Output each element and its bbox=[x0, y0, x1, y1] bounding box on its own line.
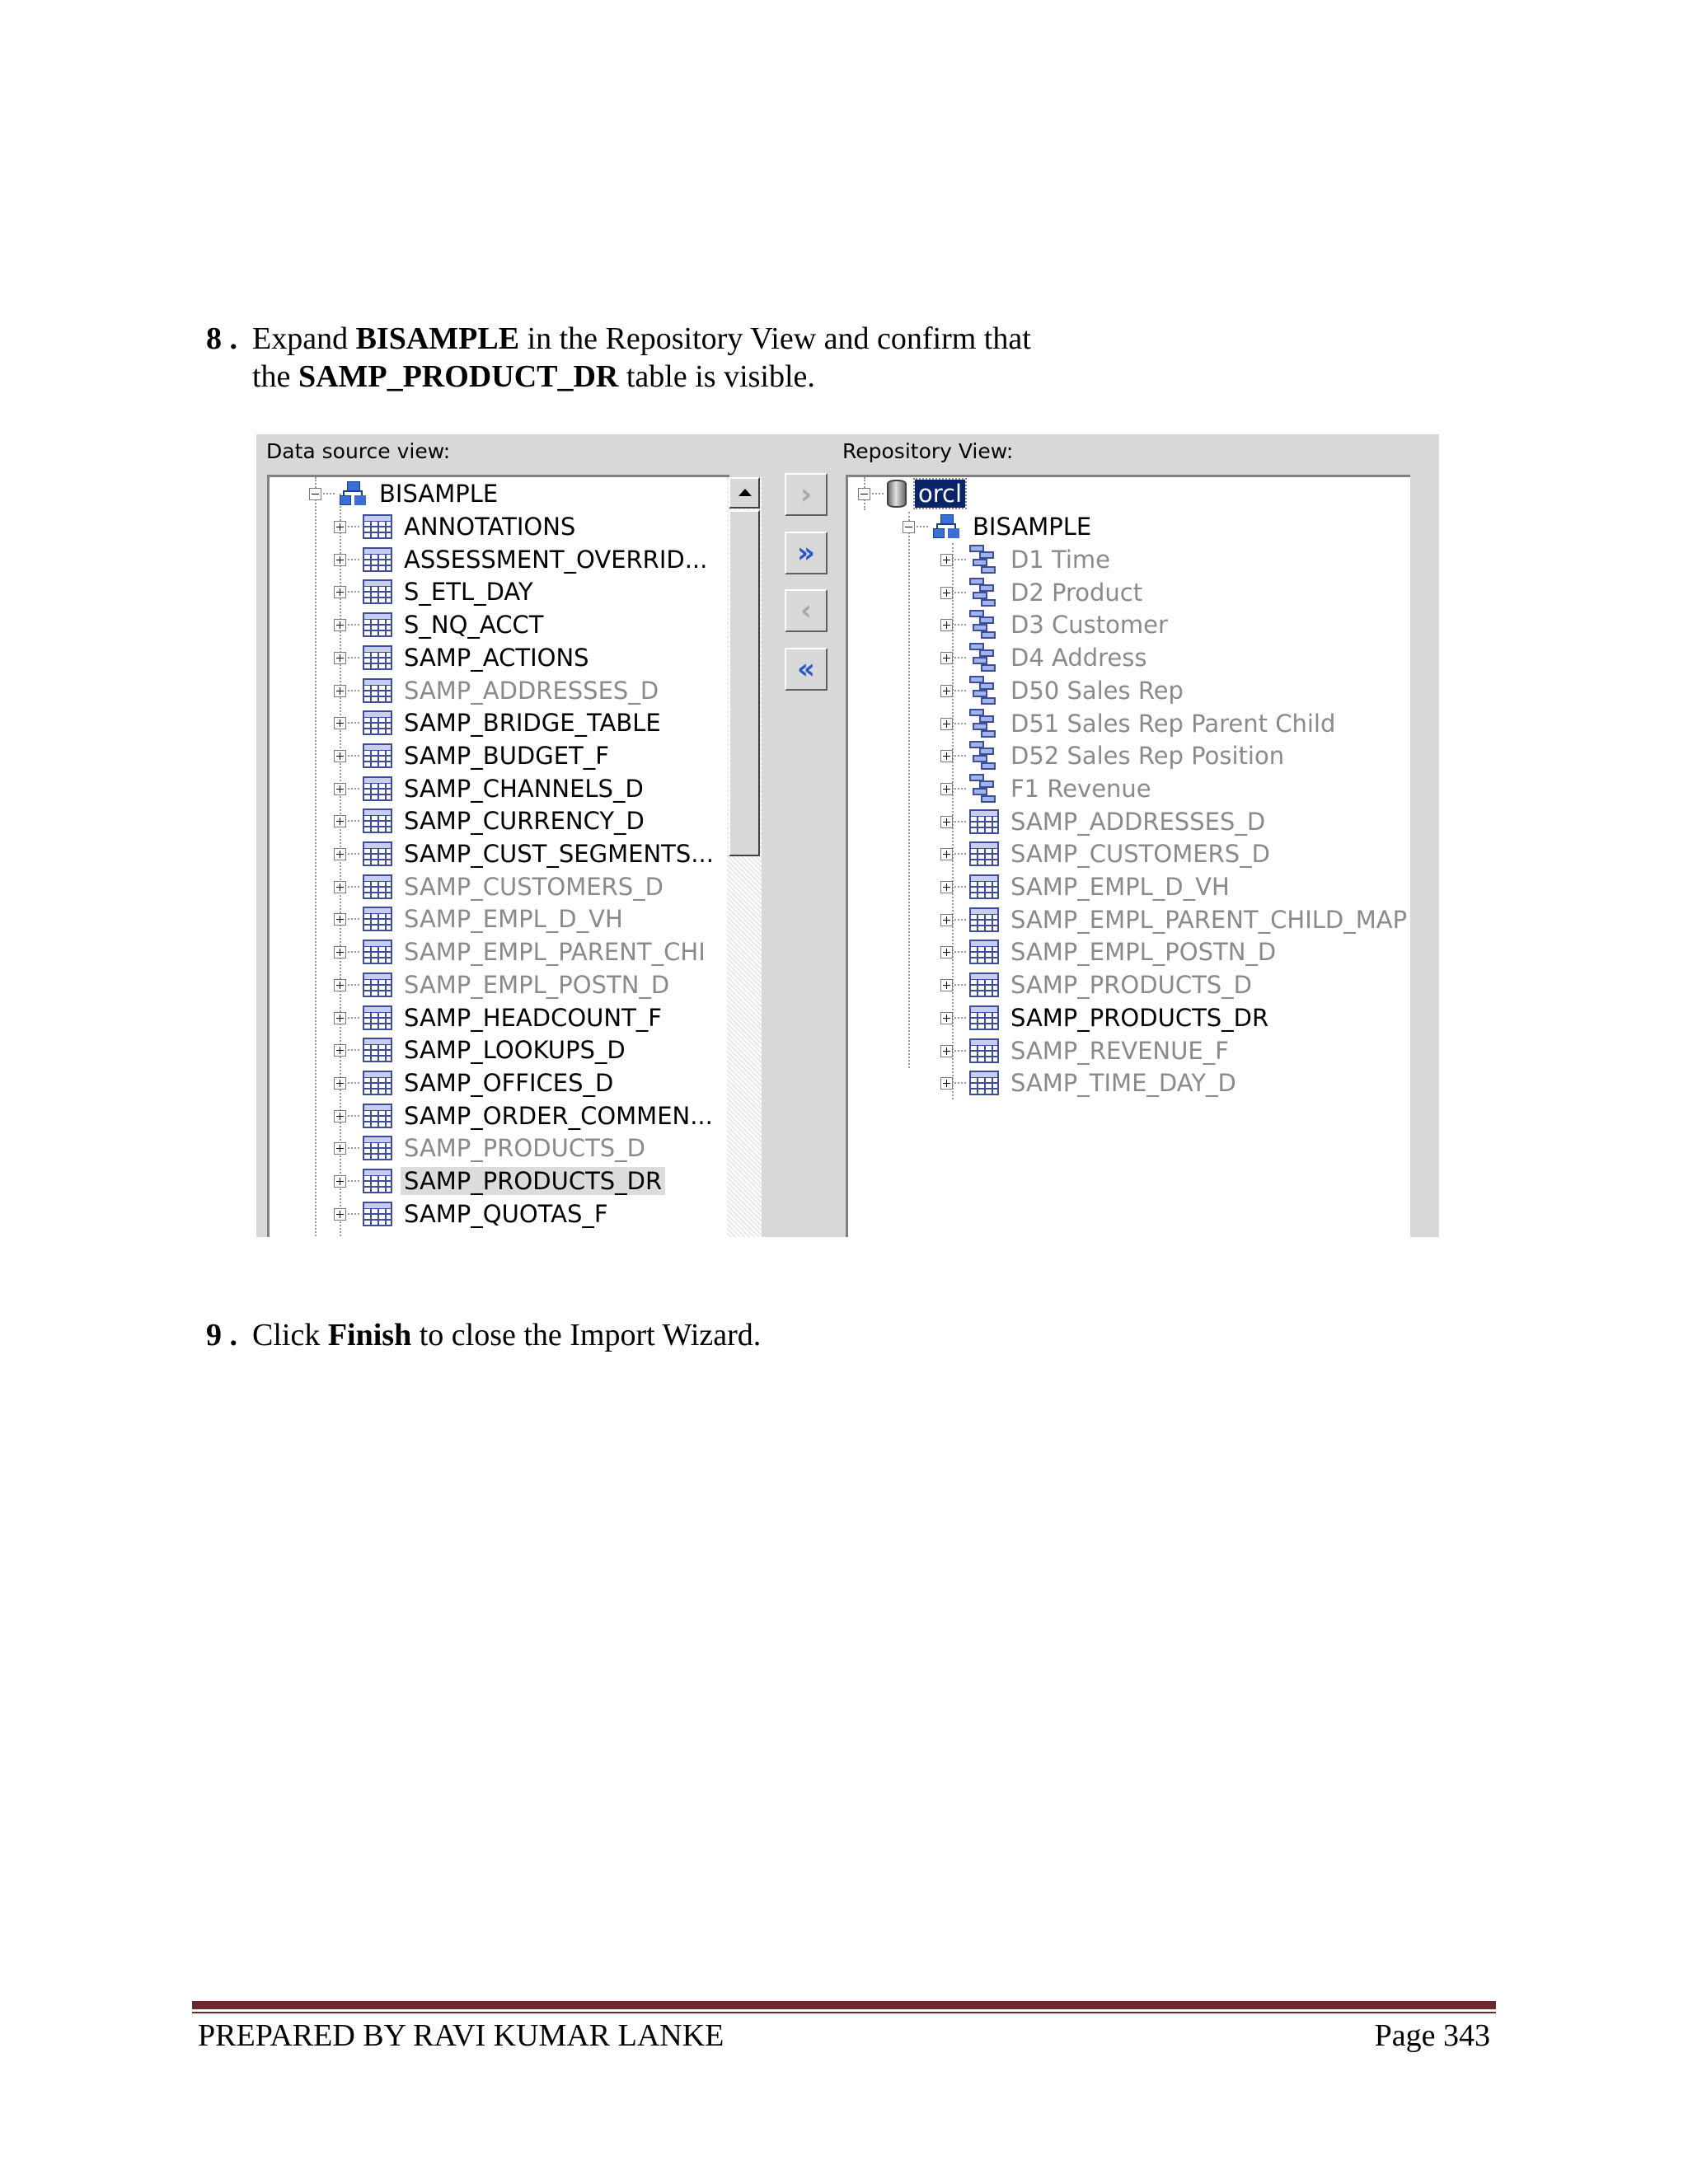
tree-connector bbox=[348, 1049, 359, 1051]
expand-icon[interactable] bbox=[334, 1142, 346, 1155]
tree-item-label: ANNOTATIONS bbox=[404, 513, 576, 541]
tree-item-label: SAMP_EMPL_POSTN_D bbox=[404, 971, 670, 999]
add-all-button[interactable]: » bbox=[785, 532, 828, 574]
tree-item[interactable] bbox=[940, 1001, 1272, 1034]
table-icon bbox=[363, 1071, 392, 1095]
tree-item-label: D3 Customer bbox=[1010, 611, 1168, 639]
tree-item-label: SAMP_ORDER_COMMEN... bbox=[404, 1102, 713, 1130]
table-icon bbox=[969, 1005, 999, 1030]
tree-item-label: BISAMPLE bbox=[379, 480, 499, 508]
tree-connector bbox=[954, 723, 966, 724]
tree-item-label: SAMP_EMPL_D_VH bbox=[1010, 873, 1230, 901]
tree-item-label: SAMP_LOOKUPS_D bbox=[404, 1036, 626, 1064]
tree-item-label: SAMP_ADDRESSES_D bbox=[404, 677, 659, 705]
tree-item-bisample[interactable] bbox=[309, 477, 501, 510]
tree-item-label: SAMP_ACTIONS bbox=[404, 644, 589, 672]
tree-item-label: D2 Product bbox=[1010, 579, 1143, 607]
schema-icon bbox=[338, 480, 368, 507]
tree-item[interactable] bbox=[940, 870, 1233, 903]
tree-item-label: D52 Sales Rep Position bbox=[1010, 742, 1285, 770]
tree-item-label: SAMP_TIME_DAY_D bbox=[1010, 1069, 1236, 1097]
tree-connector bbox=[954, 1050, 966, 1052]
table-icon bbox=[363, 841, 392, 866]
database-icon bbox=[887, 480, 907, 508]
table-icon bbox=[363, 547, 392, 572]
tree-connector bbox=[954, 853, 966, 855]
import-wizard-screenshot bbox=[256, 434, 1439, 1237]
tree-item-label: ASSESSMENT_OVERRID... bbox=[404, 546, 708, 574]
tree-connector bbox=[323, 493, 335, 494]
data-source-view-label: Data source view: bbox=[266, 439, 451, 463]
tree-guide-line bbox=[908, 512, 910, 1068]
expand-icon[interactable] bbox=[940, 881, 953, 893]
expand-icon[interactable] bbox=[940, 979, 953, 991]
expand-icon[interactable] bbox=[940, 914, 953, 926]
expand-icon[interactable] bbox=[940, 652, 953, 664]
tree-item[interactable] bbox=[940, 739, 1287, 772]
tree-item-label: D1 Time bbox=[1010, 546, 1110, 574]
physical-display-folder-icon bbox=[969, 741, 999, 771]
table-icon bbox=[969, 1038, 999, 1063]
tree-item-bisample[interactable] bbox=[903, 510, 1095, 543]
footer-rule-thin bbox=[192, 2012, 1496, 2013]
tree-item[interactable] bbox=[940, 903, 1410, 936]
expand-icon[interactable] bbox=[334, 717, 346, 729]
tree-item[interactable] bbox=[334, 935, 709, 968]
tree-connector bbox=[348, 690, 359, 691]
remove-selected-button[interactable]: ‹ bbox=[785, 589, 828, 632]
footer-author: PREPARED BY RAVI KUMAR LANKE bbox=[198, 2018, 724, 2053]
tree-item[interactable] bbox=[334, 870, 667, 903]
tree-item-label: F1 Revenue bbox=[1010, 775, 1151, 803]
tree-connector bbox=[348, 886, 359, 888]
tree-item-label: BISAMPLE bbox=[973, 513, 1092, 541]
expand-icon[interactable] bbox=[940, 554, 953, 566]
data-source-scrollbar[interactable] bbox=[727, 477, 762, 1237]
expand-icon[interactable] bbox=[334, 1077, 346, 1090]
physical-display-folder-icon bbox=[969, 774, 999, 804]
expand-icon[interactable] bbox=[334, 815, 346, 827]
tree-connector bbox=[348, 1213, 359, 1215]
collapse-icon[interactable] bbox=[309, 488, 321, 500]
table-icon bbox=[363, 776, 392, 801]
expand-icon[interactable] bbox=[940, 848, 953, 860]
physical-display-folder-icon bbox=[969, 676, 999, 705]
table-icon bbox=[969, 809, 999, 834]
tree-connector bbox=[348, 591, 359, 593]
table-icon bbox=[969, 907, 999, 932]
data-source-tree[interactable] bbox=[267, 475, 729, 1237]
expand-icon[interactable] bbox=[940, 1012, 953, 1024]
tree-item-label: SAMP_PRODUCTS_D bbox=[404, 1134, 646, 1162]
tree-item-label: SAMP_PRODUCTS_D bbox=[1010, 971, 1253, 999]
tree-connector bbox=[954, 657, 966, 658]
tree-item-label: orcl bbox=[915, 480, 965, 508]
tree-connector bbox=[348, 984, 359, 986]
tree-connector bbox=[348, 1115, 359, 1117]
tree-item[interactable] bbox=[334, 1132, 649, 1165]
tree-item-label: S_ETL_DAY bbox=[404, 578, 533, 606]
tree-guide-line bbox=[315, 477, 316, 1237]
tree-connector bbox=[872, 493, 884, 494]
tree-item[interactable] bbox=[334, 1165, 665, 1197]
tree-item[interactable] bbox=[334, 543, 710, 576]
tree-connector bbox=[348, 820, 359, 822]
tree-item[interactable] bbox=[334, 706, 664, 739]
tree-item-label: SAMP_OFFICES_D bbox=[404, 1069, 614, 1097]
tree-item-label: SAMP_EMPL_PARENT_CHI bbox=[404, 938, 706, 966]
repository-view-label: Repository View: bbox=[842, 439, 1014, 463]
expand-icon[interactable] bbox=[334, 652, 346, 664]
tree-item[interactable] bbox=[334, 804, 648, 837]
tree-connector bbox=[954, 592, 966, 593]
repository-tree[interactable] bbox=[846, 475, 1414, 1237]
tree-connector bbox=[954, 984, 966, 986]
tree-item[interactable] bbox=[334, 1099, 716, 1132]
tree-connector bbox=[348, 559, 359, 560]
tree-item[interactable] bbox=[940, 608, 1171, 641]
table-icon bbox=[969, 874, 999, 899]
table-icon bbox=[363, 579, 392, 604]
tree-item-label: SAMP_HEADCOUNT_F bbox=[404, 1004, 662, 1032]
expand-icon[interactable] bbox=[334, 1208, 346, 1221]
table-icon bbox=[363, 972, 392, 997]
scroll-thumb[interactable] bbox=[729, 510, 760, 856]
tree-connector bbox=[917, 526, 928, 527]
collapse-icon[interactable] bbox=[903, 521, 915, 533]
expand-icon[interactable] bbox=[940, 783, 953, 795]
tree-connector bbox=[348, 1017, 359, 1019]
tree-connector bbox=[954, 1017, 966, 1019]
table-icon bbox=[363, 808, 392, 833]
tree-item-label: SAMP_REVENUE_F bbox=[1010, 1037, 1229, 1065]
tree-connector bbox=[954, 951, 966, 953]
expand-icon[interactable] bbox=[334, 1175, 346, 1188]
tree-item-label: D4 Address bbox=[1010, 644, 1147, 672]
tree-item[interactable] bbox=[940, 1066, 1240, 1099]
tree-item-label: D51 Sales Rep Parent Child bbox=[1010, 710, 1336, 738]
tree-connector bbox=[954, 919, 966, 921]
tree-item[interactable] bbox=[334, 1001, 665, 1034]
tree-item-label: SAMP_EMPL_PARENT_CHILD_MAP bbox=[1010, 906, 1408, 934]
tree-connector bbox=[348, 788, 359, 790]
tree-item-label: SAMP_PRODUCTS_DR bbox=[401, 1167, 665, 1195]
expand-icon[interactable] bbox=[334, 848, 346, 860]
remove-all-button[interactable]: « bbox=[785, 648, 828, 691]
tree-item[interactable] bbox=[940, 543, 1114, 576]
tree-item-label: SAMP_CUST_SEGMENTS... bbox=[404, 840, 714, 868]
expand-icon[interactable] bbox=[334, 913, 346, 926]
tree-connector bbox=[954, 1082, 966, 1084]
tree-connector bbox=[348, 722, 359, 724]
tree-item[interactable] bbox=[940, 837, 1273, 870]
physical-display-folder-icon bbox=[969, 545, 999, 574]
step-text: Click Finish to close the Import Wizard. bbox=[252, 1318, 762, 1352]
table-icon bbox=[363, 1202, 392, 1226]
table-icon bbox=[363, 1005, 392, 1030]
schema-icon bbox=[931, 513, 961, 540]
physical-display-folder-icon bbox=[969, 709, 999, 738]
scroll-up-button[interactable] bbox=[729, 477, 760, 509]
expand-icon[interactable] bbox=[334, 783, 346, 795]
tree-item[interactable] bbox=[334, 739, 612, 772]
tree-item-label: S_NQ_ACCT bbox=[404, 611, 544, 639]
tree-connector bbox=[348, 526, 359, 527]
expand-icon[interactable] bbox=[334, 554, 346, 566]
expand-icon[interactable] bbox=[334, 521, 346, 533]
tree-item[interactable] bbox=[334, 641, 593, 674]
tree-item-label: SAMP_EMPL_D_VH bbox=[404, 905, 623, 933]
tree-connector bbox=[348, 853, 359, 855]
collapse-icon[interactable] bbox=[858, 488, 870, 500]
expand-icon[interactable] bbox=[334, 881, 346, 893]
footer-rule bbox=[192, 2001, 1496, 2009]
expand-icon[interactable] bbox=[940, 685, 953, 697]
expand-icon[interactable] bbox=[334, 586, 346, 598]
physical-display-folder-icon bbox=[969, 578, 999, 607]
tree-connector bbox=[954, 624, 966, 626]
tree-item[interactable] bbox=[334, 608, 546, 641]
tree-item-label: SAMP_BRIDGE_TABLE bbox=[404, 709, 661, 737]
tree-connector bbox=[348, 1082, 359, 1084]
step-number: 8 . bbox=[206, 321, 237, 356]
tree-connector bbox=[348, 1147, 359, 1149]
tree-connector bbox=[954, 821, 966, 823]
tree-item[interactable] bbox=[940, 641, 1151, 674]
tree-item-label: SAMP_BUDGET_F bbox=[404, 742, 609, 770]
expand-icon[interactable] bbox=[940, 750, 953, 762]
table-icon bbox=[363, 678, 392, 703]
tree-item-label: SAMP_CURRENCY_D bbox=[404, 807, 645, 835]
expand-icon[interactable] bbox=[940, 946, 953, 958]
table-icon bbox=[363, 743, 392, 768]
tree-connector bbox=[954, 886, 966, 888]
expand-icon[interactable] bbox=[334, 685, 346, 697]
tree-item[interactable] bbox=[334, 837, 717, 870]
tree-item[interactable] bbox=[334, 1066, 617, 1099]
expand-icon[interactable] bbox=[334, 1110, 346, 1122]
table-icon bbox=[363, 710, 392, 735]
table-icon bbox=[363, 874, 392, 899]
tree-item[interactable] bbox=[940, 968, 1255, 1001]
tree-item[interactable] bbox=[940, 772, 1155, 805]
tree-item[interactable] bbox=[334, 674, 662, 707]
table-icon bbox=[969, 972, 999, 997]
tree-connector bbox=[954, 788, 966, 790]
table-icon bbox=[363, 1038, 392, 1062]
expand-icon[interactable] bbox=[940, 1077, 953, 1090]
tree-connector bbox=[348, 951, 359, 953]
tree-item[interactable] bbox=[334, 772, 647, 805]
table-icon bbox=[363, 940, 392, 964]
tree-connector bbox=[348, 624, 359, 626]
tree-item-label: SAMP_CUSTOMERS_D bbox=[404, 873, 663, 901]
tree-item[interactable] bbox=[334, 902, 626, 935]
physical-display-folder-icon bbox=[969, 643, 999, 673]
tree-item-label: SAMP_PRODUCTS_DR bbox=[1010, 1004, 1269, 1032]
tree-item-label: SAMP_CUSTOMERS_D bbox=[1010, 840, 1270, 868]
tree-item[interactable] bbox=[940, 674, 1187, 707]
table-icon bbox=[969, 1071, 999, 1095]
tree-item[interactable] bbox=[940, 576, 1146, 609]
tree-item[interactable] bbox=[334, 968, 673, 1001]
tree-item[interactable] bbox=[334, 1197, 612, 1230]
tree-item-label: D50 Sales Rep bbox=[1010, 677, 1184, 705]
table-icon bbox=[363, 612, 392, 637]
step-number: 9 . bbox=[206, 1318, 237, 1352]
tree-item[interactable] bbox=[940, 805, 1268, 838]
footer-page-number: Page 343 bbox=[1374, 2018, 1490, 2053]
table-icon bbox=[363, 645, 392, 670]
expand-icon[interactable] bbox=[940, 816, 953, 828]
expand-icon[interactable] bbox=[940, 619, 953, 631]
add-selected-button[interactable]: › bbox=[785, 473, 828, 516]
tree-connector bbox=[348, 918, 359, 920]
step-line-1: Expand BISAMPLE in the Repository View and confirm that bbox=[252, 321, 1031, 356]
expand-icon[interactable] bbox=[334, 619, 346, 631]
expand-icon[interactable] bbox=[334, 979, 346, 991]
table-icon bbox=[969, 940, 999, 964]
expand-icon[interactable] bbox=[334, 946, 346, 958]
repository-frame bbox=[1410, 475, 1439, 1237]
expand-icon[interactable] bbox=[940, 718, 953, 730]
tree-connector bbox=[348, 1180, 359, 1182]
tree-item[interactable] bbox=[940, 707, 1339, 740]
tree-item-label: SAMP_EMPL_POSTN_D bbox=[1010, 938, 1277, 966]
tree-connector bbox=[954, 755, 966, 757]
table-icon bbox=[969, 841, 999, 866]
step-line-2: the SAMP_PRODUCT_DR table is visible. bbox=[252, 359, 815, 394]
tree-item-label: SAMP_CHANNELS_D bbox=[404, 775, 644, 803]
step-text bbox=[252, 320, 1031, 396]
table-icon bbox=[363, 1104, 392, 1128]
table-icon bbox=[363, 1169, 392, 1193]
table-icon bbox=[363, 907, 392, 931]
tree-connector bbox=[954, 690, 966, 691]
expand-icon[interactable] bbox=[334, 1012, 346, 1024]
table-icon bbox=[363, 514, 392, 539]
tree-item[interactable] bbox=[334, 1033, 629, 1066]
physical-display-folder-icon bbox=[969, 610, 999, 640]
tree-item-label: SAMP_QUOTAS_F bbox=[404, 1200, 608, 1228]
table-icon bbox=[363, 1136, 392, 1160]
expand-icon[interactable] bbox=[940, 1045, 953, 1057]
tree-connector bbox=[348, 755, 359, 757]
expand-icon[interactable] bbox=[940, 587, 953, 599]
tree-item-label: SAMP_ADDRESSES_D bbox=[1010, 808, 1266, 836]
tree-item-orcl[interactable] bbox=[858, 477, 965, 510]
expand-icon[interactable] bbox=[334, 750, 346, 762]
tree-connector bbox=[954, 559, 966, 560]
tree-item[interactable] bbox=[940, 1034, 1232, 1067]
tree-item[interactable] bbox=[940, 935, 1279, 968]
tree-connector bbox=[348, 657, 359, 658]
tree-item[interactable] bbox=[334, 510, 579, 543]
expand-icon[interactable] bbox=[334, 1044, 346, 1057]
tree-item[interactable] bbox=[334, 575, 537, 608]
